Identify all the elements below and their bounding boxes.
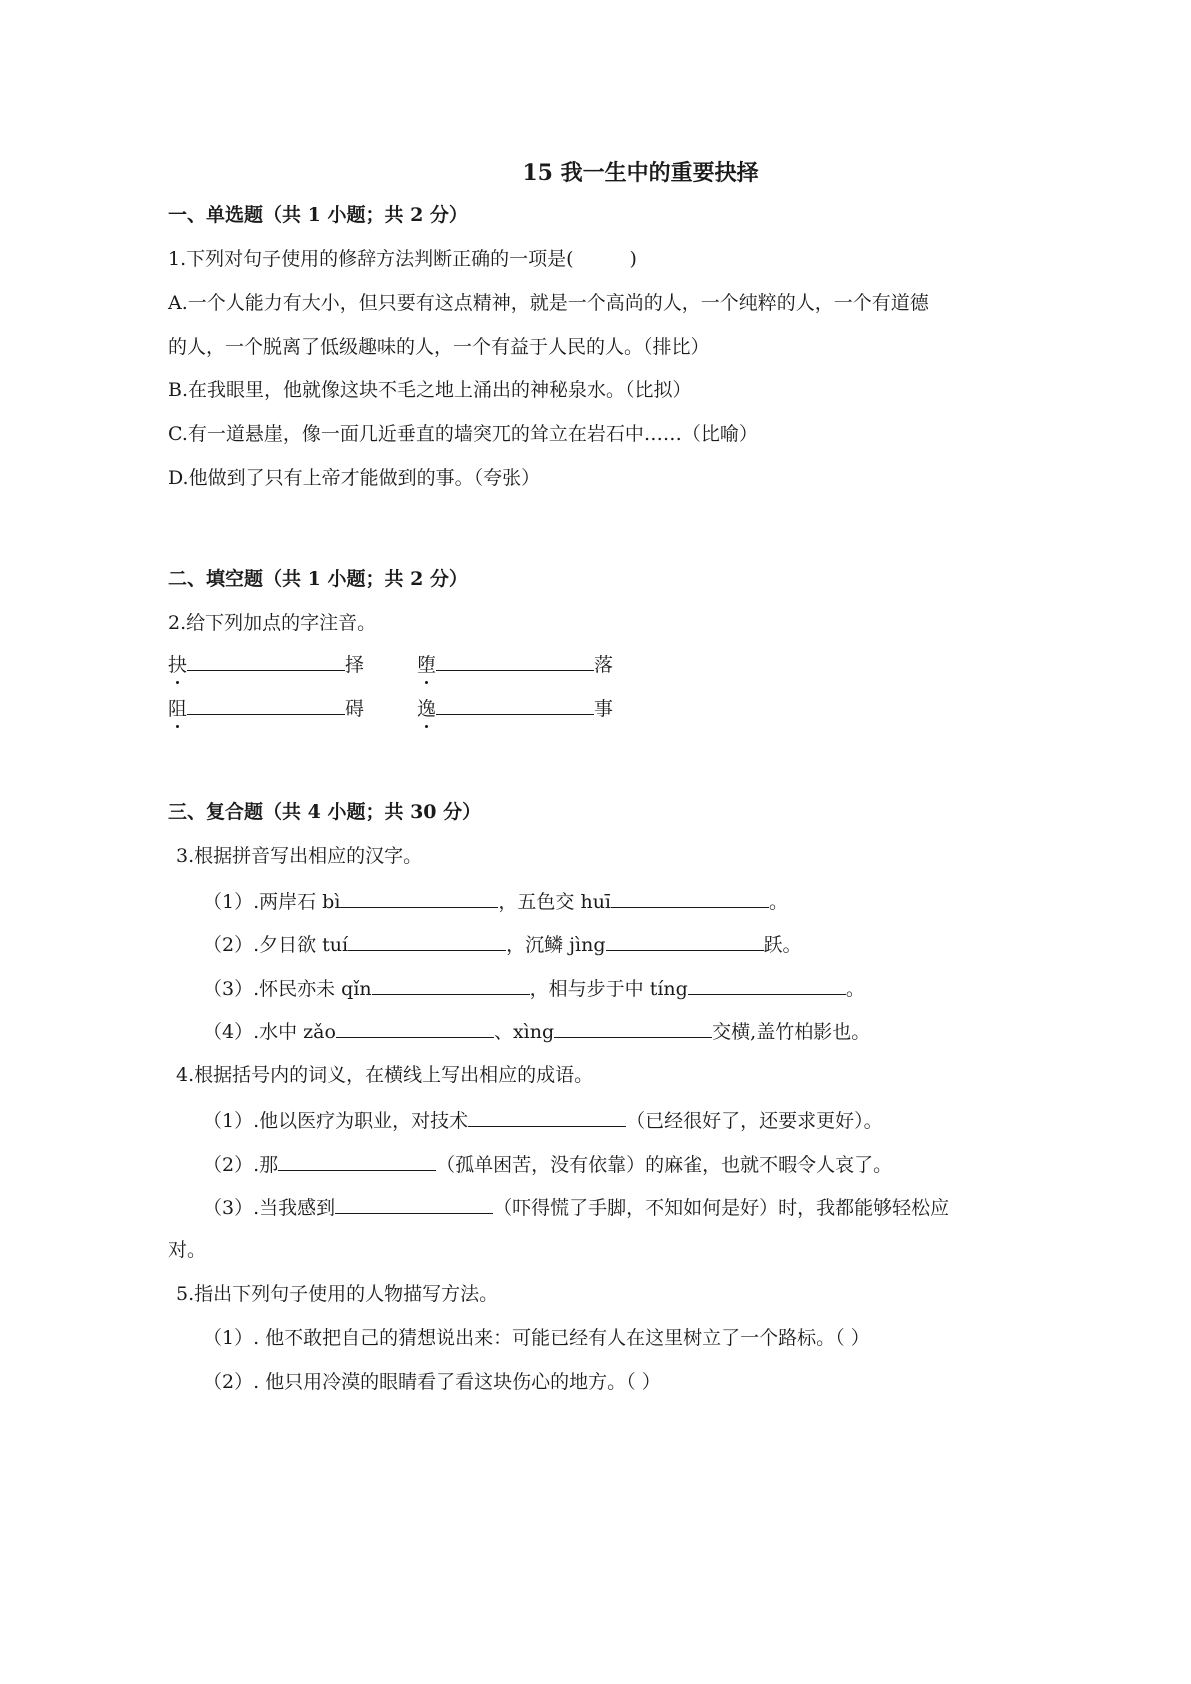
q4-item-text: （吓得慌了手脚，不知如何是好）时，我都能够轻松应	[493, 1197, 950, 1219]
q3-answer-blank[interactable]	[348, 930, 506, 951]
q3-answer-blank[interactable]	[611, 887, 769, 908]
q2-row1-left	[168, 650, 364, 678]
q3-item-text: 。	[769, 891, 789, 913]
q4-answer-blank[interactable]	[335, 1193, 493, 1214]
q3-item-text: 、xìng	[493, 1021, 555, 1043]
q2-char: 事	[594, 698, 614, 720]
q4-item-3	[203, 1193, 949, 1221]
section1-heading: 一、单选题（共 1 小题；共 2 分）	[168, 204, 468, 226]
q1-stem	[168, 246, 637, 272]
q3-answer-blank[interactable]	[606, 930, 764, 951]
q3-stem: 3.根据拼音写出相应的汉字。	[176, 845, 423, 867]
q3-answer-blank[interactable]	[372, 974, 530, 995]
q3-item-text: （1）.两岸石 bì	[203, 891, 341, 913]
q2-row2-left	[168, 694, 364, 722]
q2-stem: 2.给下列加点的字注音。	[168, 612, 377, 634]
q3-item-text: 跃。	[763, 934, 802, 956]
q3-item-text: 。	[845, 978, 865, 1000]
q3-answer-blank[interactable]	[340, 887, 498, 908]
q1-option-a-line1: A.一个人能力有大小，但只要有这点精神，就是一个高尚的人，一个纯粹的人，一个有道德	[168, 292, 929, 314]
q3-item-1	[203, 887, 788, 915]
q3-item-text: ，五色交 huī	[498, 891, 612, 913]
q4-item-text: （孤单困苦，没有依靠）的麻雀，也就不暇令人哀了。	[436, 1154, 893, 1176]
q5-stem: 5.指出下列句子使用的人物描写方法。	[176, 1283, 499, 1305]
q3-item-2	[203, 930, 802, 958]
q3-item-text: （3）.怀民亦未 qǐn	[203, 978, 372, 1000]
q4-item-1	[203, 1106, 883, 1134]
q5-item-1: （1）. 他不敢把自己的猜想说出来：可能已经有人在这里树立了一个路标。（ ）	[203, 1327, 870, 1349]
section2-heading: 二、填空题（共 1 小题；共 2 分）	[168, 568, 468, 590]
q4-stem: 4.根据括号内的词义，在横线上写出相应的成语。	[176, 1064, 594, 1086]
q1-option-d: D.他做到了只有上帝才能做到的事。（夸张）	[168, 467, 541, 489]
q3-item-4	[203, 1017, 870, 1045]
q3-item-text: ，沉鳞 jìng	[506, 934, 606, 956]
q2-answer-blank[interactable]	[187, 650, 345, 671]
q3-answer-blank[interactable]	[688, 974, 846, 995]
q4-item-text: （2）.那	[203, 1154, 279, 1176]
q1-option-b: B.在我眼里，他就像这块不毛之地上涌出的神秘泉水。（比拟）	[168, 379, 692, 401]
section3-heading: 三、复合题（共 4 小题；共 30 分）	[168, 801, 482, 823]
q2-row1-right	[417, 650, 613, 678]
q3-item-text: ，相与步于中 tíng	[529, 978, 688, 1000]
q2-dotted-char: 堕	[417, 654, 437, 676]
q3-answer-blank[interactable]	[336, 1017, 494, 1038]
q2-char: 碍	[345, 698, 365, 720]
q5-item-2: （2）. 他只用冷漠的眼睛看了看这块伤心的地方。（ ）	[203, 1371, 661, 1393]
q3-item-text: （4）.水中 zǎo	[203, 1021, 336, 1043]
q4-answer-blank[interactable]	[278, 1150, 436, 1171]
q3-answer-blank[interactable]	[554, 1017, 712, 1038]
q2-char: 落	[594, 654, 614, 676]
q4-item-text: （已经很好了，还要求更好）。	[626, 1110, 883, 1132]
q1-option-c: C.有一道悬崖，像一面几近垂直的墙突兀的耸立在岩石中……（比喻）	[168, 423, 758, 445]
q1-stem-text: 1.下列对句子使用的修辞方法判断正确的一项是(	[168, 248, 574, 270]
page-title: 15 我一生中的重要抉择	[522, 160, 759, 186]
q2-dotted-char: 抉	[168, 654, 188, 676]
q4-item-3-continued: 对。	[168, 1239, 207, 1261]
q3-item-3	[203, 974, 865, 1002]
q1-option-a-line2: 的人，一个脱离了低级趣味的人，一个有益于人民的人。（排比）	[168, 336, 710, 358]
q2-dotted-char: 逸	[417, 698, 437, 720]
q2-row2-right	[417, 694, 613, 722]
q2-dotted-char: 阻	[168, 698, 188, 720]
q4-item-text: （3）.当我感到	[203, 1197, 336, 1219]
q2-char: 择	[345, 654, 365, 676]
q3-item-text: 交横,盖竹柏影也。	[712, 1021, 871, 1043]
q3-item-text: （2）.夕日欲 tuí	[203, 934, 349, 956]
q2-answer-blank[interactable]	[436, 694, 594, 715]
q2-answer-blank[interactable]	[187, 694, 345, 715]
q1-stem-close: )	[629, 248, 637, 270]
q4-item-2	[203, 1150, 892, 1178]
q2-answer-blank[interactable]	[436, 650, 594, 671]
q4-answer-blank[interactable]	[468, 1106, 626, 1127]
q4-item-text: （1）.他以医疗为职业，对技术	[203, 1110, 469, 1132]
